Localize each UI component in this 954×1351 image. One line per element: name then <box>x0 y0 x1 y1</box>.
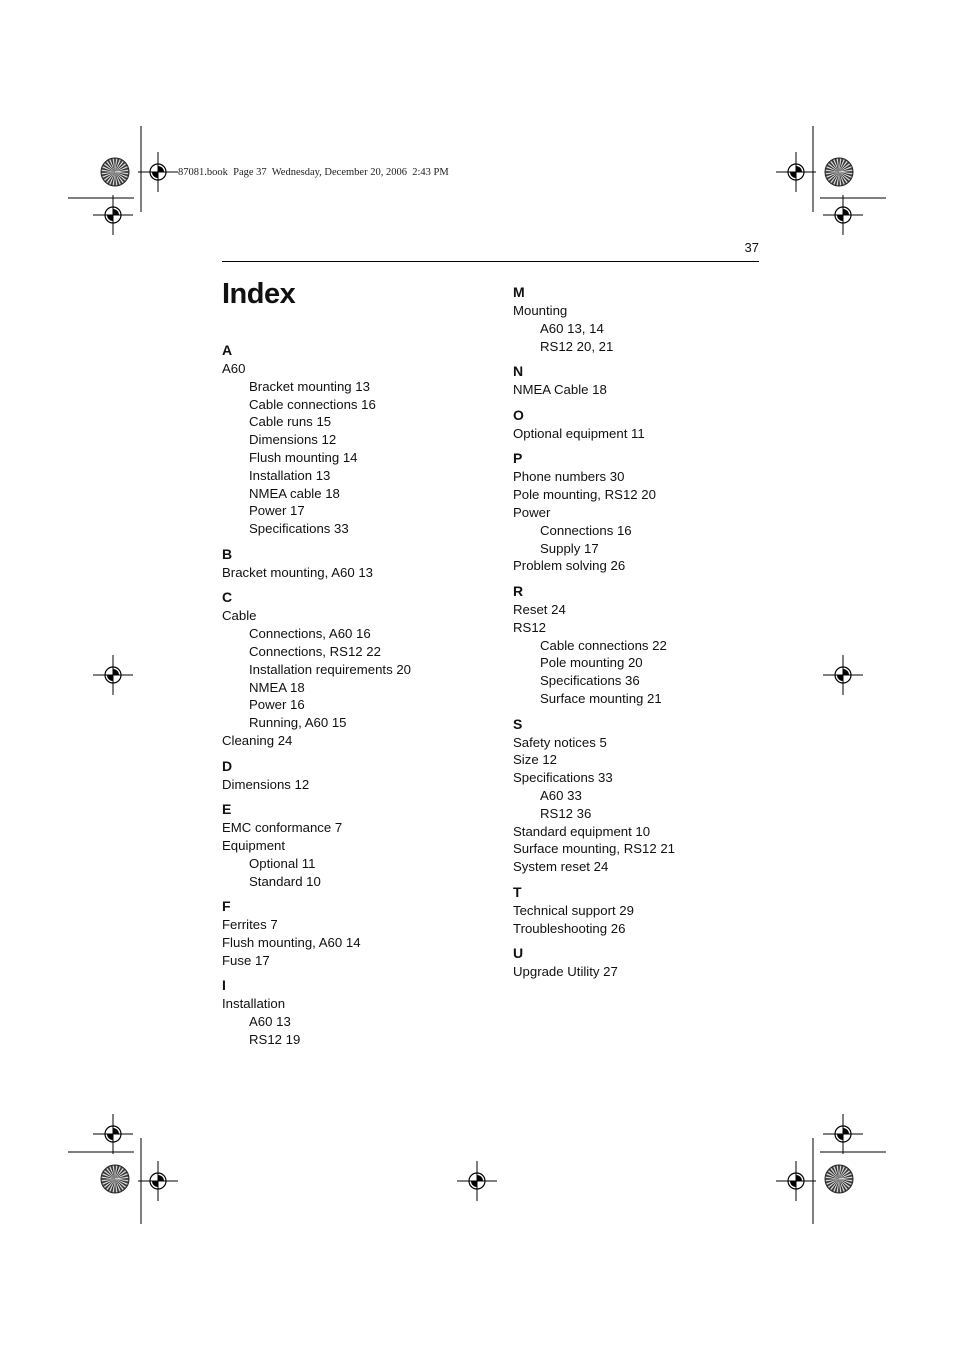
index-subentry: Connections, A60 16 <box>249 626 371 642</box>
index-entry: Upgrade Utility 27 <box>513 964 618 980</box>
page-title: Index <box>222 278 296 310</box>
index-letter-heading: U <box>513 945 524 962</box>
printer-rosette-icon <box>100 157 130 187</box>
registration-target-icon <box>138 152 178 192</box>
index-entry: Reset 24 <box>513 601 566 617</box>
index-subentry: Installation requirements 20 <box>249 661 412 677</box>
registration-target-icon <box>823 195 863 235</box>
index-letter-heading: M <box>513 284 525 300</box>
index-section <box>513 283 773 355</box>
index-letter-heading: O <box>513 406 524 423</box>
index-letter-heading: B <box>222 545 233 562</box>
printer-rosette-icon <box>100 1164 130 1194</box>
index-letter-heading: C <box>222 589 233 606</box>
index-subentry: Supply 17 <box>540 540 599 556</box>
index-subentry: Specifications 36 <box>540 673 640 689</box>
index-subentry: A60 33 <box>540 787 582 803</box>
index-entry: Problem solving 26 <box>513 558 626 574</box>
index-letter-heading: A <box>222 342 233 358</box>
index-section <box>513 883 773 938</box>
index-letter-heading: F <box>222 898 231 915</box>
index-letter-heading: I <box>222 977 226 994</box>
index-entry: Safety notices 5 <box>513 734 607 750</box>
index-letter-heading: S <box>513 715 523 732</box>
index-letter-heading: R <box>513 582 524 599</box>
index-section <box>513 449 773 575</box>
index-entry: Ferrites 7 <box>222 917 278 933</box>
index-entry: Equipment <box>222 837 286 853</box>
printer-rosette-icon <box>824 1164 854 1194</box>
index-subentry: Flush mounting 14 <box>249 449 358 465</box>
registration-target-icon <box>93 195 133 235</box>
index-letter-heading: N <box>513 363 524 380</box>
index-section <box>222 545 492 582</box>
index-subentry: NMEA cable 18 <box>249 485 340 501</box>
index-section <box>222 800 492 890</box>
index-entry: Surface mounting, RS12 21 <box>513 841 676 857</box>
index-subentry: Cable runs 15 <box>249 414 332 430</box>
index-entry: Troubleshooting 26 <box>513 920 626 936</box>
index-entry: Optional equipment 11 <box>513 425 645 441</box>
index-section <box>513 362 773 399</box>
index-letter-heading: E <box>222 801 232 818</box>
index-section <box>513 406 773 443</box>
registration-target-icon <box>457 1161 497 1201</box>
index-section <box>513 715 773 876</box>
index-entry: Fuse 17 <box>222 952 270 968</box>
index-section <box>222 588 492 749</box>
index-subentry: NMEA 18 <box>249 679 305 695</box>
index-entry: Flush mounting, A60 14 <box>222 934 361 950</box>
index-section <box>222 757 492 794</box>
index-letter-heading: T <box>513 883 522 900</box>
index-entry: Specifications 33 <box>513 770 613 786</box>
registration-target-icon <box>93 1114 133 1154</box>
index-entry: Pole mounting, RS12 20 <box>513 487 656 503</box>
index-subentry: Standard 10 <box>249 873 321 889</box>
index-entry: Cleaning 24 <box>222 732 293 748</box>
index-column-left <box>222 341 492 1049</box>
index-subentry: Cable connections 22 <box>540 637 667 653</box>
index-entry: Technical support 29 <box>513 902 634 918</box>
index-subentry: Cable connections 16 <box>249 396 376 412</box>
index-entry: Phone numbers 30 <box>513 469 625 485</box>
index-subentry: Dimensions 12 <box>249 432 337 448</box>
index-subentry: Installation 13 <box>249 467 331 483</box>
registration-target-icon <box>138 1161 178 1201</box>
index-section <box>222 976 492 1048</box>
index-entry: Cable <box>222 608 257 624</box>
registration-target-icon <box>823 655 863 695</box>
index-entry: Bracket mounting, A60 13 <box>222 564 374 580</box>
registration-target-icon <box>776 152 816 192</box>
index-subentry: RS12 19 <box>249 1031 301 1047</box>
index-entry: Standard equipment 10 <box>513 823 651 839</box>
index-subentry: Running, A60 15 <box>249 715 347 731</box>
registration-target-icon <box>823 1114 863 1154</box>
index-entry: System reset 24 <box>513 859 609 875</box>
index-entry: EMC conformance 7 <box>222 820 343 836</box>
index-section <box>222 897 492 969</box>
index-subentry: RS12 20, 21 <box>540 338 614 354</box>
print-slug: 87081.book Page 37 Wednesday, December 20, 2006 2:43 PM <box>178 167 449 178</box>
index-letter-heading: P <box>513 450 523 467</box>
index-subentry: A60 13 <box>249 1014 291 1030</box>
index-entry: Dimensions 12 <box>222 776 310 792</box>
index-subentry: RS12 36 <box>540 805 592 821</box>
header-rule <box>222 261 759 262</box>
index-subentry: Power 17 <box>249 503 305 519</box>
index-subentry: Bracket mounting 13 <box>249 378 370 394</box>
index-subentry: Surface mounting 21 <box>540 690 662 706</box>
index-section <box>513 944 773 981</box>
index-entry: Mounting <box>513 303 568 318</box>
registration-target-icon <box>776 1161 816 1201</box>
page-number: 37 <box>744 240 759 255</box>
index-subentry: Connections, RS12 22 <box>249 643 381 659</box>
index-entry: NMEA Cable 18 <box>513 382 607 398</box>
index-entry: Power <box>513 504 551 520</box>
index-subentry: Power 16 <box>249 697 305 713</box>
index-entry: Size 12 <box>513 752 557 768</box>
index-subentry: Connections 16 <box>540 522 632 538</box>
printer-rosette-icon <box>824 157 854 187</box>
index-column-right <box>513 283 773 981</box>
index-entry: Installation <box>222 996 286 1012</box>
index-subentry: Optional 11 <box>249 855 316 871</box>
index-entry: RS12 <box>513 619 546 635</box>
index-subentry: Specifications 33 <box>249 521 349 537</box>
index-subentry: Pole mounting 20 <box>540 655 643 671</box>
index-section <box>513 582 773 708</box>
index-letter-heading: D <box>222 757 233 774</box>
index-entry: A60 <box>222 361 246 376</box>
registration-target-icon <box>93 655 133 695</box>
index-section <box>222 341 492 538</box>
index-subentry: A60 13, 14 <box>540 320 604 336</box>
